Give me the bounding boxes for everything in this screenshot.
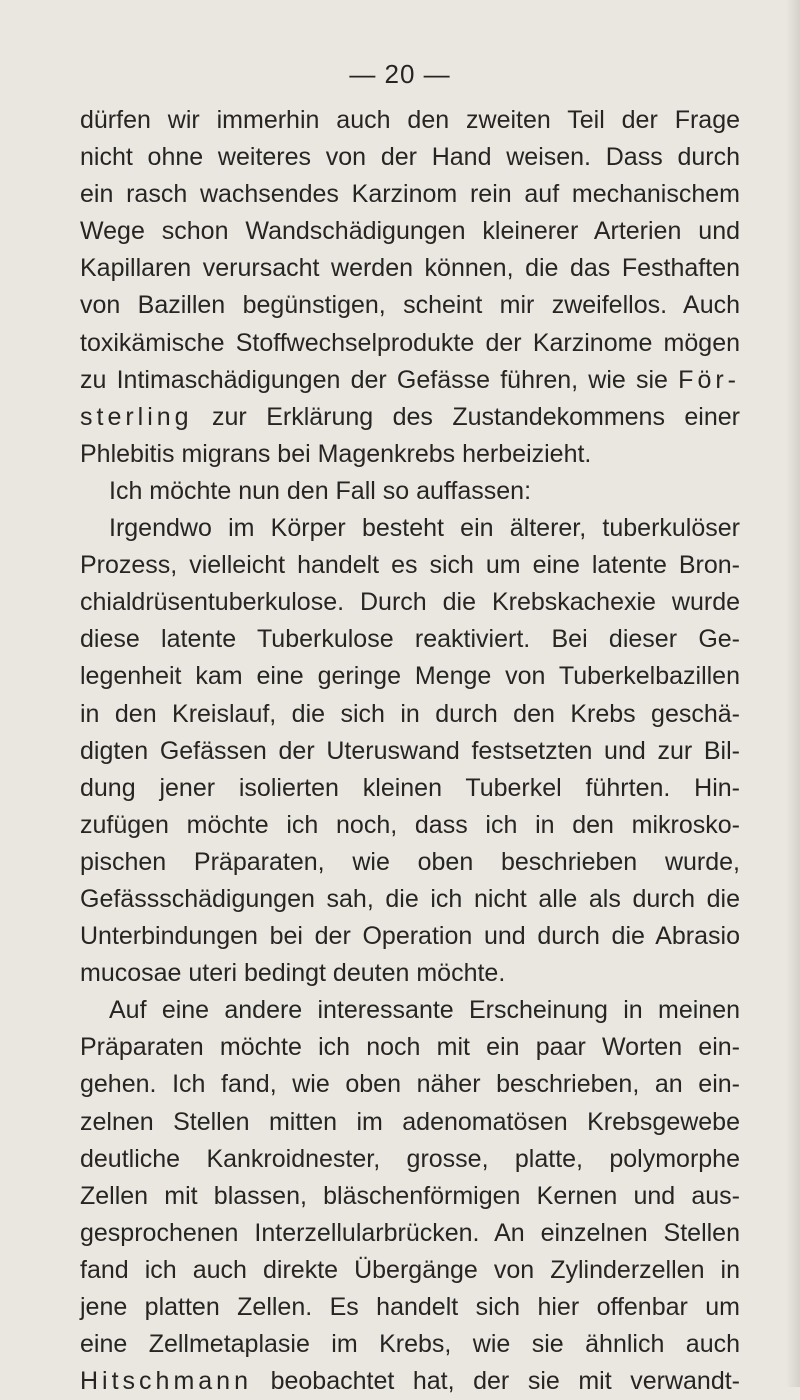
text-line-16 bbox=[80, 658, 740, 695]
text-line-4 bbox=[80, 213, 740, 250]
text-line-16-text: legenheit kam eine geringe Menge von Tuberkelbazillen bbox=[80, 662, 740, 691]
text-line-20-text: zufügen möchte ich noch, dass ich in den mikrosko- bbox=[80, 810, 740, 839]
text-line-31 bbox=[80, 1215, 740, 1252]
text-line-22 bbox=[80, 881, 740, 918]
text-line-7 bbox=[80, 325, 740, 362]
text-line-25 bbox=[80, 992, 740, 1029]
text-line-19-text: dung jener isolierten kleinen Tuberkel führten. Hin- bbox=[80, 773, 740, 802]
text-line-14-text: chialdrüsentuberkulose. Durch die Krebskachexie wurde bbox=[80, 588, 740, 617]
text-line-28 bbox=[80, 1104, 740, 1141]
text-line-6-text: von Bazillen begünstigen, scheint mir zweifellos. Auch bbox=[80, 291, 740, 320]
text-line-5-text: Kapillaren verursacht werden können, die das Festhaften bbox=[80, 254, 740, 283]
text-line-33-text: jene platten Zellen. Es handelt sich hier offenbar um bbox=[80, 1293, 740, 1321]
text-line-7-text: toxikämische Stoffwechselprodukte der Karzinome mögen bbox=[80, 328, 740, 357]
body-text bbox=[80, 102, 740, 1400]
page-edge-shadow bbox=[786, 0, 800, 1387]
text-line-20 bbox=[80, 807, 740, 844]
text-line-34-text: eine Zellmetaplasie im Krebs, wie sie ähnlich auch bbox=[80, 1330, 740, 1359]
text-line-23 bbox=[80, 918, 740, 955]
text-line-15 bbox=[80, 621, 740, 658]
text-line-19 bbox=[80, 770, 740, 807]
text-line-28-text: zelnen Stellen mitten im adenomatösen Krebsgewebe bbox=[80, 1107, 740, 1136]
text-line-3-text: ein rasch wachsendes Karzinom rein auf mechanischem bbox=[80, 180, 740, 209]
text-line-21 bbox=[80, 844, 740, 881]
text-line-11-text: Ich möchte nun den Fall so auffassen: bbox=[109, 476, 532, 505]
text-line-14 bbox=[80, 584, 740, 621]
text-line-35-text: beobachtet hat, der sie mit verwandt- bbox=[270, 1367, 741, 1396]
text-line-9-text: zur Erklärung des Zustandekommens einer bbox=[212, 402, 740, 431]
text-line-27-text: gehen. Ich fand, wie oben näher beschrieben, an ein- bbox=[80, 1070, 740, 1099]
text-line-27 bbox=[80, 1066, 740, 1103]
text-line-15-text: diese latente Tuberkulose reaktiviert. Bei dieser Ge- bbox=[80, 625, 740, 654]
text-line-29-text: deutliche Kankroidnester, grosse, platte, polymorphe bbox=[80, 1144, 740, 1173]
text-line-2-text: nicht ohne weiteres von der Hand weisen. Dass durch bbox=[80, 143, 740, 172]
text-line-35 bbox=[80, 1363, 740, 1400]
text-line-1 bbox=[80, 102, 740, 139]
text-line-32 bbox=[80, 1252, 740, 1289]
text-line-11 bbox=[80, 473, 740, 510]
text-line-4-text: Wege schon Wandschädigungen kleinerer Arterien und bbox=[80, 217, 740, 246]
text-line-32-text: fand ich auch direkte Übergänge von Zylinderzellen in bbox=[80, 1255, 740, 1284]
text-line-8-text: zu Intimaschädigungen der Gefässe führen, wie sie bbox=[80, 365, 668, 394]
author-name-hitschmann: Hitschmann bbox=[80, 1367, 252, 1396]
text-line-9 bbox=[80, 399, 740, 436]
text-line-2 bbox=[80, 139, 740, 176]
text-line-13 bbox=[80, 547, 740, 584]
text-line-10 bbox=[80, 436, 740, 473]
text-line-1-text: dürfen wir immerhin auch den zweiten Teil der Frage bbox=[80, 106, 740, 134]
text-line-24-text: mucosae uteri bedingt deuten möchte. bbox=[80, 959, 506, 988]
text-line-21-text: pischen Präparaten, wie oben beschrieben wurde, bbox=[80, 847, 740, 876]
text-line-12-text: Irgendwo im Körper besteht ein älterer, tuberkulöser bbox=[109, 514, 740, 543]
text-line-5 bbox=[80, 250, 740, 287]
text-line-25-text: Auf eine andere interessante Erscheinung in meinen bbox=[109, 996, 740, 1025]
author-name-foerster: För- bbox=[678, 365, 740, 394]
text-line-30 bbox=[80, 1178, 740, 1215]
text-line-12 bbox=[80, 510, 740, 547]
text-line-3 bbox=[80, 176, 740, 213]
text-line-6 bbox=[80, 287, 740, 324]
text-line-23-text: Unterbindungen bei der Operation und durch die Abrasio bbox=[80, 922, 740, 951]
text-line-18 bbox=[80, 733, 740, 770]
text-line-29 bbox=[80, 1141, 740, 1178]
text-line-26-text: Präparaten möchte ich noch mit ein paar Worten ein- bbox=[80, 1033, 740, 1062]
text-line-34 bbox=[80, 1326, 740, 1363]
text-line-10-text: Phlebitis migrans bei Magenkrebs herbeizieht. bbox=[80, 439, 592, 468]
text-line-17-text: in den Kreislauf, die sich in durch den Krebs geschä- bbox=[80, 699, 740, 728]
text-line-33 bbox=[80, 1289, 740, 1326]
text-line-8 bbox=[80, 362, 740, 399]
page-number: — 20 — bbox=[349, 59, 451, 89]
text-line-24 bbox=[80, 955, 740, 992]
text-line-30-text: Zellen mit blassen, bläschenförmigen Kernen und aus- bbox=[80, 1181, 740, 1210]
text-line-22-text: Gefässschädigungen sah, die ich nicht alle als durch die bbox=[80, 884, 740, 913]
author-name-sterling: sterling bbox=[80, 402, 193, 431]
text-line-26 bbox=[80, 1029, 740, 1066]
text-line-31-text: gesprochenen Interzellularbrücken. An einzelnen Stellen bbox=[80, 1218, 740, 1247]
text-line-13-text: Prozess, vielleicht handelt es sich um eine latente Bron- bbox=[80, 551, 740, 580]
text-line-18-text: digten Gefässen der Uteruswand festsetzten und zur Bil- bbox=[80, 736, 740, 765]
text-line-17 bbox=[80, 696, 740, 733]
